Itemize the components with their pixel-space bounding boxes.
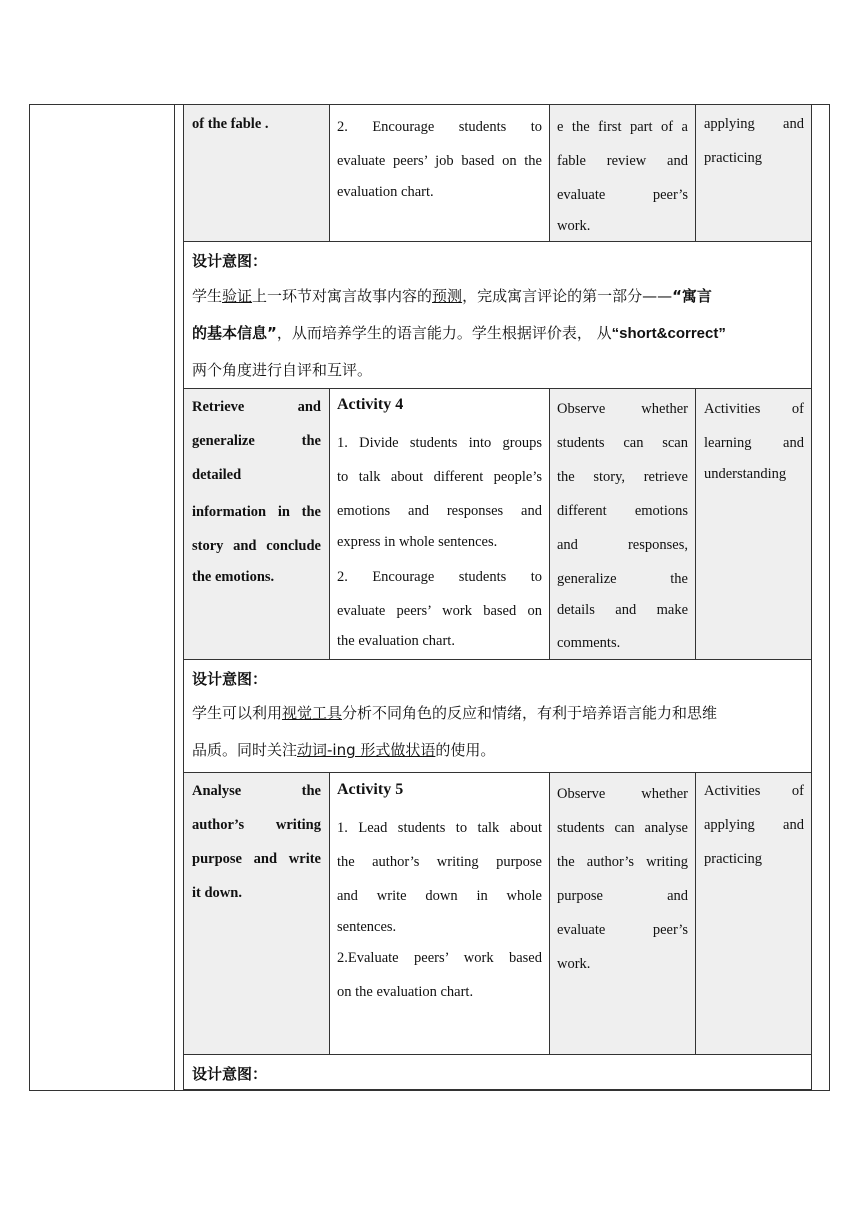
left-margin-cell	[29, 104, 175, 1091]
type-text: Activities of applying and practicing	[704, 783, 804, 867]
objective-text: Analyse the author’s writing purpose and write it down.	[192, 783, 321, 901]
right-margin-cell	[811, 104, 830, 1091]
design-intent-text: 学生可以利用视觉工具分析不同角色的反应和情绪，有利于培养语言能力和思维 品质。同时关注动词-ing 形式做状语的使用。	[192, 704, 718, 759]
type-text: Activities of learning and understanding	[704, 401, 804, 482]
objective-text: Retrieve and generalize the detailed information in the story and conclude the emotions.	[192, 399, 321, 585]
design-intent-text: 学生验证上一环节对寓言故事内容的预测，完成寓言评论的第一部分——“寓言 的基本信息”，从而培养学生的语言能力。学生根据评价表， 从“short&correct” 两个角度进行自评和互评。	[192, 287, 726, 379]
activity-title: Activity 5	[337, 781, 404, 798]
objective-text: of the fable .	[192, 116, 269, 132]
activity-title: Activity 4	[337, 396, 404, 413]
assessment-text: e the first part of a fable review and evaluate peer’s work.	[557, 119, 688, 234]
design-intent-cell-3	[183, 1054, 812, 1090]
type-text: applying and practicing	[704, 116, 804, 166]
design-intent-title: 设计意图：	[192, 252, 268, 270]
activity-text: 1. Lead students to talk about the author’s writing purpose and write down in whole sentences. 2.Evaluate peers’ work based on the evaluation chart.	[337, 820, 542, 1000]
assessment-text: Observe whether students can analyse the author’s writing purpose and evaluate peer’s work.	[557, 786, 688, 972]
assessment-text: Observe whether students can scan the story, retrieve different emotions and responses, generalize the details and make comments.	[557, 401, 688, 651]
design-intent-title: 设计意图：	[192, 1065, 268, 1083]
activity-text: 1. Divide students into groups to talk about different people’s emotions and responses and express in whole sentences. 2. Encourage students to evaluate peers’ work based on the evaluation chart.	[337, 435, 542, 649]
design-intent-title: 设计意图：	[192, 670, 268, 688]
activity-text: 2. Encourage students to evaluate peers’ job based on the evaluation chart.	[337, 119, 542, 200]
